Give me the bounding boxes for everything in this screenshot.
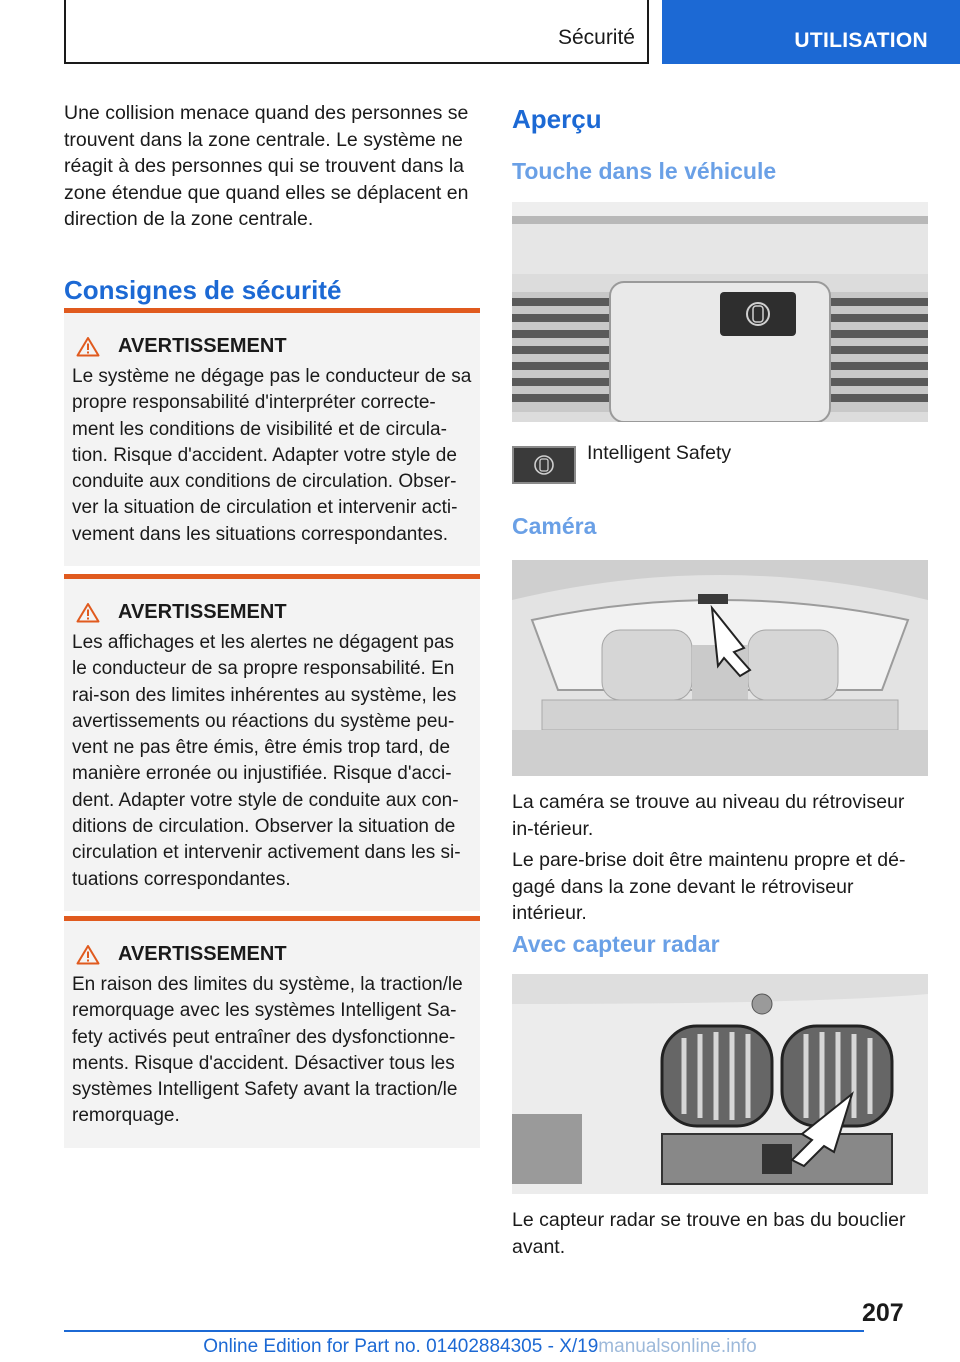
page-number: 207 xyxy=(862,1299,904,1327)
vehicle-button-image xyxy=(512,202,928,422)
intro-paragraph: Une collision menace quand des personnes se trouvent dans la zone centrale. Le système ne réagit à des personnes qui se trouvent dans la zone étendue que quand elles se déplacent en direction de la zone centrale. xyxy=(64,102,469,230)
radar-sensor-image xyxy=(512,974,928,1194)
warning-box-1 xyxy=(64,308,480,566)
safety-heading: Consignes de sécurité xyxy=(64,274,342,305)
camera-subheading: Caméra xyxy=(512,513,597,539)
radar-text: Le capteur radar se trouve en bas du bouclier avant. xyxy=(512,1209,906,1258)
footer-divider xyxy=(64,1330,864,1332)
warning-title-2: AVERTISSEMENT xyxy=(76,601,472,624)
camera-text-1: La caméra se trouve au niveau du rétroviseur in-térieur. xyxy=(512,791,905,840)
intelligent-safety-label: Intelligent Safety xyxy=(587,442,732,464)
footer-watermark: manualsonline.info xyxy=(598,1336,757,1357)
warning-text-1: Le système ne dégage pas le conducteur de sa propre responsabilité d'interpréter correcte-ment les conditions de visibilité et de circula-tion. Risque d'accident. Adapter votre style de conduite aux conditions de circulation. Obser-ver la situation de circulation et intervenir acti-vement dans les situations correspondantes. xyxy=(72,366,472,545)
footer-edition-text: Online Edition for Part no. 01402884305 - X/19 xyxy=(203,1336,599,1357)
radar-subheading: Avec capteur radar xyxy=(512,931,720,957)
warning-title-3: AVERTISSEMENT xyxy=(76,943,472,966)
warning-triangle-icon xyxy=(76,336,100,357)
camera-location-image xyxy=(512,560,928,776)
header-section-box xyxy=(64,0,649,64)
warning-title-1: AVERTISSEMENT xyxy=(76,335,472,358)
header-chapter-tab[interactable] xyxy=(662,0,960,64)
warning-text-2: Les affichages et les alertes ne dégagent pas le conducteur de sa propre responsabilité. En rai-son des limites inhérentes au système, les avertissements ou réactions du système peu-vent ne pas être émis, être émis trop tard, de manière erronée ou injustifiée. Risque d'acci-dent. Adapter votre style de conduite aux con-ditions de circulation. Observer la situation de circulation et intervenir activement dans les si-tuations correspondantes. xyxy=(72,632,461,890)
header-chapter-label: UTILISATION xyxy=(794,29,928,52)
overview-heading: Aperçu xyxy=(512,104,602,134)
left-column xyxy=(64,100,480,306)
warning-triangle-icon xyxy=(76,602,100,623)
warning-box-3 xyxy=(64,916,480,1148)
camera-text-2: Le pare-brise doit être maintenu propre et dé-gagé dans la zone devant le rétroviseur intérieur. xyxy=(512,849,906,924)
intelligent-safety-button-icon[interactable] xyxy=(512,446,576,484)
button-subheading: Touche dans le véhicule xyxy=(512,158,777,184)
warning-triangle-icon xyxy=(76,944,100,965)
footer-edition-line xyxy=(0,1336,960,1358)
warning-text-3: En raison des limites du système, la traction/le remorquage avec les systèmes Intelligent Sa-fety activés peut entraîner des dysfonctionne-ments. Risque d'accident. Désactiver tous les systèmes Intelligent Safety avant la traction/le remorquage. xyxy=(72,974,463,1127)
warning-box-2 xyxy=(64,574,480,911)
header-section-title: Sécurité xyxy=(557,26,635,49)
